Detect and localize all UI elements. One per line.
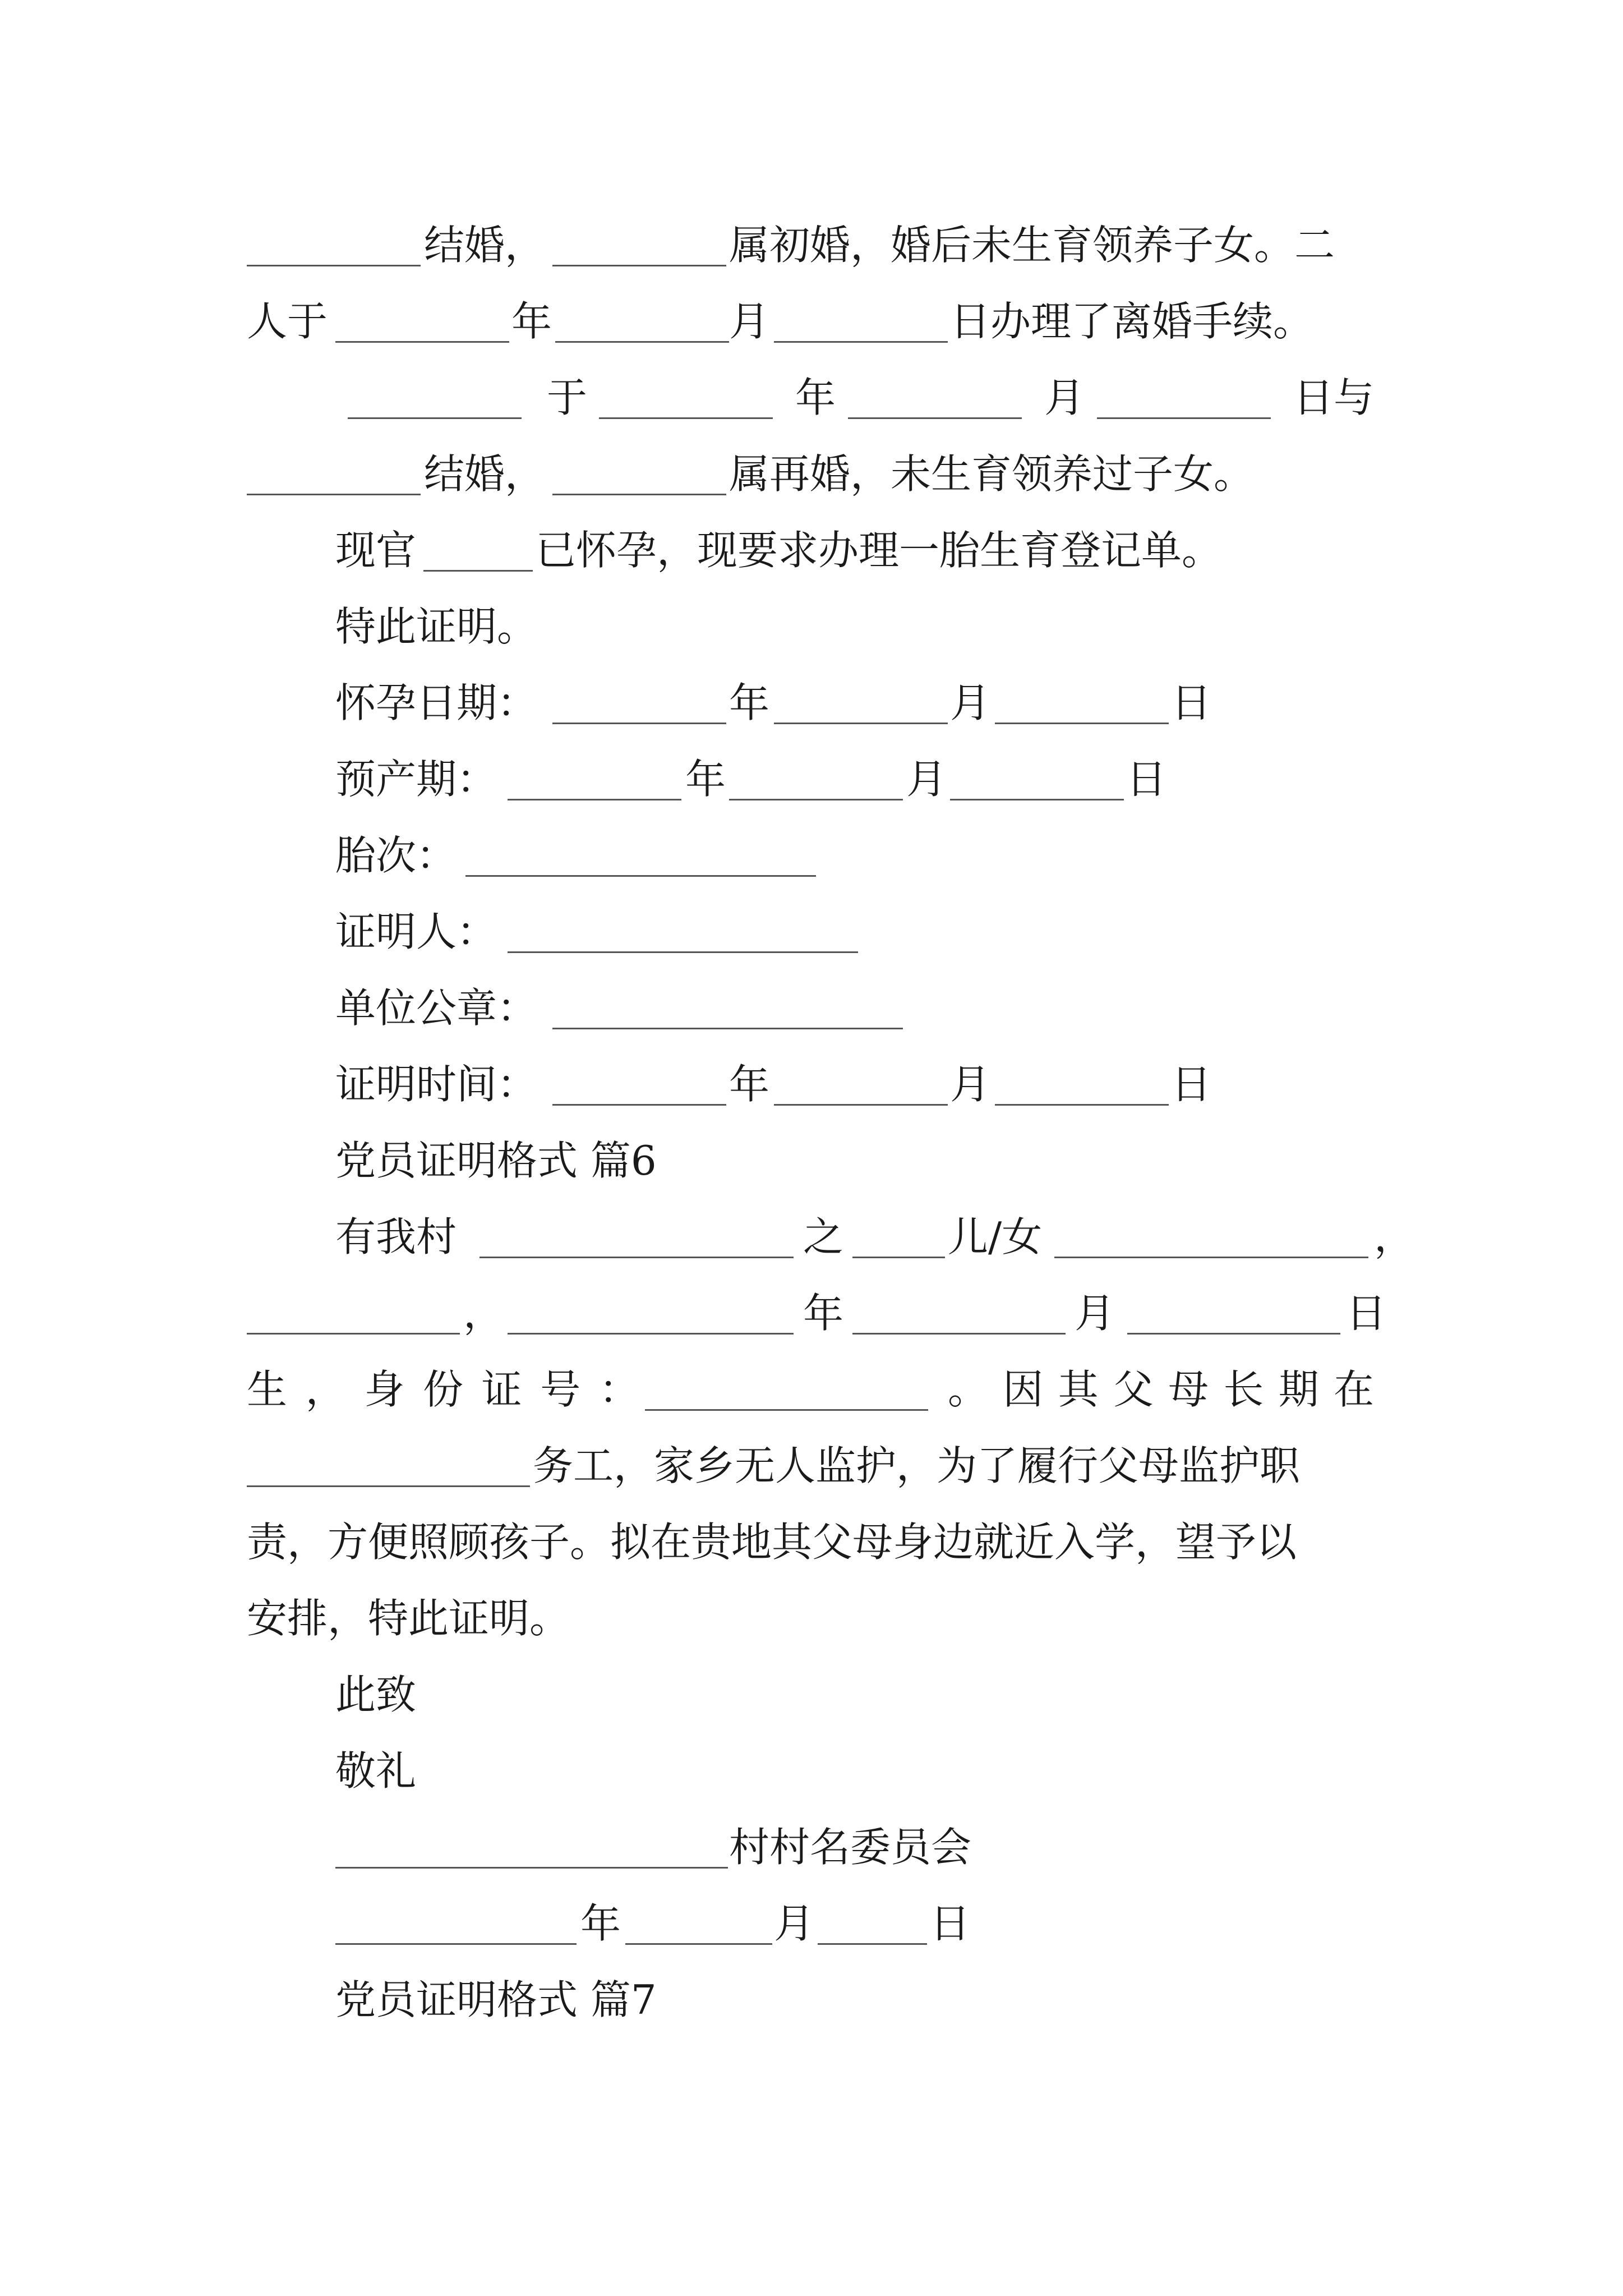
- text-segment: 份: [422, 1366, 463, 1413]
- text-segment: 安排，特此证明。: [247, 1595, 570, 1642]
- fill-blank: [508, 799, 681, 800]
- fill-blank: [423, 570, 533, 572]
- text-segment: 已怀孕，现要求办理一胎生育登记单。: [536, 527, 1223, 574]
- fill-blank: [599, 417, 773, 419]
- text-line: [0, 1816, 1623, 1878]
- text-segment: 日与: [1293, 374, 1375, 421]
- text-segment: 月: [950, 1061, 991, 1108]
- text-segment: ，: [305, 1366, 346, 1413]
- text-segment: 人于: [247, 298, 328, 345]
- text-line: [0, 977, 1623, 1039]
- text-segment: 父: [1113, 1366, 1154, 1413]
- text-segment: 月: [1075, 1290, 1115, 1337]
- fill-blank: [552, 265, 726, 266]
- field-label: 证明人：: [335, 908, 497, 955]
- text-segment: 年: [803, 1290, 844, 1337]
- text-segment: 年: [795, 374, 836, 421]
- fill-blank: [465, 875, 816, 877]
- text-segment: 在: [1333, 1366, 1374, 1413]
- text-segment: ：: [598, 1366, 639, 1413]
- fill-blank: [508, 951, 858, 953]
- salutation: 此致: [335, 1671, 417, 1718]
- text-segment: ，: [463, 1290, 504, 1337]
- fill-blank: [774, 723, 948, 724]
- text-segment: 因: [1003, 1366, 1044, 1413]
- text-line: [0, 1740, 1623, 1802]
- text-segment: 期: [1278, 1366, 1319, 1413]
- text-segment: 年: [511, 298, 552, 345]
- fill-blank: [479, 1257, 794, 1258]
- fill-blank: [335, 1867, 728, 1869]
- fill-blank: [774, 1104, 948, 1106]
- fill-blank: [552, 1104, 726, 1106]
- text-segment: 结婚，: [424, 450, 546, 498]
- fill-blank: [1054, 1257, 1368, 1258]
- text-segment: 月: [774, 1900, 815, 1947]
- fill-blank: [1097, 417, 1271, 419]
- text-segment: ，: [1374, 1213, 1415, 1260]
- field-label: 预产期：: [335, 756, 497, 803]
- text-segment: 年: [580, 1900, 621, 1947]
- text-segment: 日: [1346, 1290, 1387, 1337]
- field-label: 证明时间：: [335, 1061, 538, 1108]
- justified-group: [948, 1359, 1374, 1420]
- text-line: [0, 901, 1623, 963]
- text-segment: 年: [685, 756, 726, 803]
- text-line: [0, 443, 1623, 505]
- section-heading-text: 党员证明格式 篇7: [335, 1976, 657, 2023]
- text-line: [0, 519, 1623, 581]
- text-segment: 现官: [335, 527, 417, 574]
- fill-blank: [247, 1485, 530, 1487]
- text-line: [0, 1435, 1623, 1497]
- text-segment: 日: [930, 1900, 971, 1947]
- fill-blank: [247, 1333, 460, 1335]
- text-segment: 于: [547, 374, 588, 421]
- fill-blank: [995, 723, 1169, 724]
- fill-blank: [552, 494, 726, 495]
- text-line: [0, 596, 1623, 657]
- text-line: [0, 367, 1623, 429]
- fill-blank: [995, 1104, 1169, 1106]
- fill-blank: [508, 1333, 794, 1335]
- justified-group: [247, 1359, 639, 1420]
- text-segment: 务工，家乡无人监护，为了履行父母监护职: [533, 1442, 1301, 1489]
- fill-blank: [552, 723, 726, 724]
- text-segment: 儿/女: [948, 1213, 1043, 1260]
- fill-blank: [348, 417, 522, 419]
- fill-blank: [552, 1028, 903, 1029]
- text-line: [0, 1359, 1623, 1420]
- text-segment: 年: [729, 1061, 770, 1108]
- text-line: [0, 1206, 1623, 1268]
- fill-blank: [335, 341, 509, 343]
- field-label: 胎次：: [335, 832, 457, 879]
- text-segment: 生: [247, 1366, 288, 1413]
- text-segment: 年: [729, 679, 770, 726]
- closing: 敬礼: [335, 1747, 417, 1795]
- text-segment: 号: [540, 1366, 581, 1413]
- text-line: [0, 1588, 1623, 1649]
- text-segment: 长: [1223, 1366, 1264, 1413]
- text-segment: 日: [1126, 756, 1167, 803]
- text-segment: 月: [1044, 374, 1085, 421]
- text-line: [0, 291, 1623, 352]
- text-segment: 身: [364, 1366, 405, 1413]
- text-segment: 责，方便照顾孩子。拟在贵地其父母身边就近入学，望予以: [247, 1519, 1297, 1566]
- fill-blank: [555, 341, 729, 343]
- fill-blank: [645, 1409, 928, 1411]
- text-segment: 日: [1171, 1061, 1212, 1108]
- text-segment: 其: [1058, 1366, 1099, 1413]
- text-segment: 之: [803, 1213, 844, 1260]
- text-segment: 证: [481, 1366, 522, 1413]
- text-line: [0, 748, 1623, 810]
- section-heading: [0, 1969, 1623, 2031]
- fill-blank: [848, 417, 1022, 419]
- fill-blank: [247, 494, 421, 495]
- section-heading-text: 党员证明格式 篇6: [335, 1137, 657, 1184]
- text-segment: 月: [950, 679, 991, 726]
- text-segment: 日: [1171, 679, 1212, 726]
- text-segment: 。: [948, 1366, 989, 1413]
- text-segment: 结婚，: [424, 222, 546, 269]
- fill-blank: [247, 265, 421, 266]
- field-label: 怀孕日期：: [335, 679, 538, 726]
- fill-blank: [729, 799, 903, 800]
- field-label: 单位公章：: [335, 984, 538, 1032]
- text-segment: 有我村: [335, 1213, 457, 1260]
- text-line: [0, 1664, 1623, 1726]
- text-line: [0, 1282, 1623, 1344]
- text-segment: 属再婚，未生育领养过子女。: [729, 450, 1255, 498]
- text-segment: 月: [729, 298, 770, 345]
- signatory: 村村名委员会: [729, 1824, 972, 1871]
- text-line: [0, 672, 1623, 734]
- text-segment: 母: [1168, 1366, 1209, 1413]
- fill-blank: [950, 799, 1124, 800]
- text-line: [0, 1053, 1623, 1115]
- fill-blank: [818, 1943, 927, 1945]
- fill-blank: [774, 341, 948, 343]
- text-segment: 特此证明。: [335, 603, 538, 650]
- fill-blank: [852, 1333, 1066, 1335]
- fill-blank: [1127, 1333, 1340, 1335]
- fill-blank: [852, 1257, 945, 1258]
- text-line: [0, 1511, 1623, 1573]
- fill-blank: [335, 1943, 577, 1945]
- fill-blank: [625, 1943, 772, 1945]
- text-line: [0, 1893, 1623, 1954]
- text-line: [0, 825, 1623, 886]
- text-segment: 月: [906, 756, 947, 803]
- text-segment: 日办理了离婚手续。: [950, 298, 1314, 345]
- text-line: [0, 214, 1623, 276]
- section-heading: [0, 1130, 1623, 1191]
- text-segment: 属初婚，婚后未生育领养子女。二: [729, 222, 1335, 269]
